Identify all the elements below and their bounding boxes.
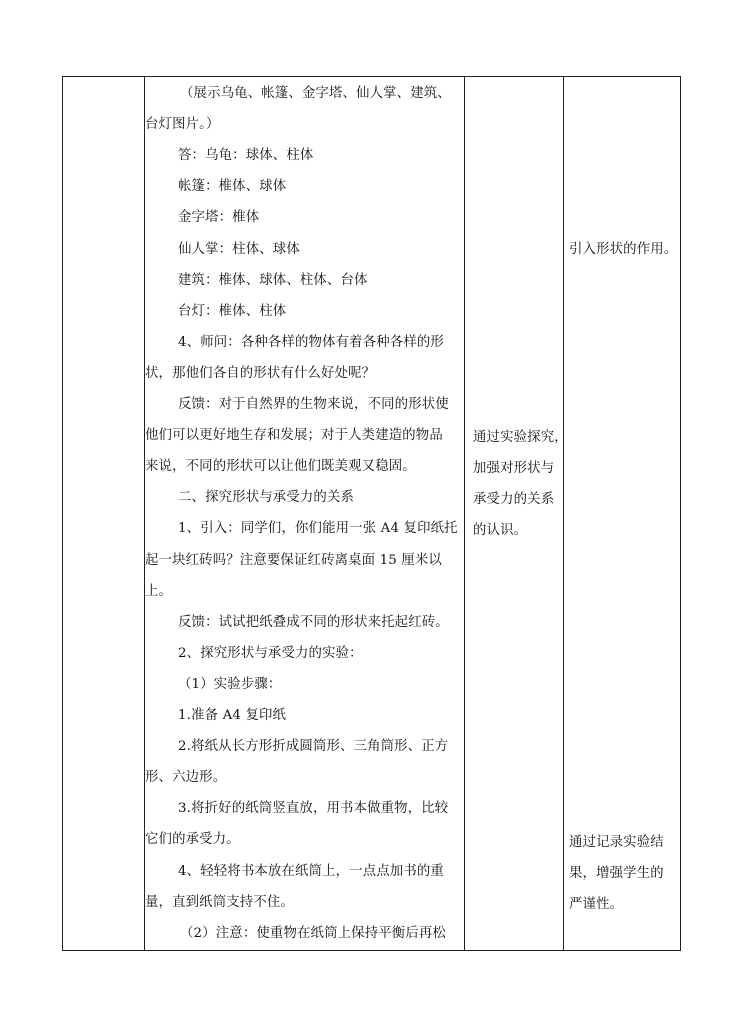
note-text-line: 加强对形状与 [473, 461, 555, 476]
body-text-line: 2.将纸从长方形折成圆筒形、三角筒形、正方 [178, 739, 449, 755]
note-text-line: 严谨性。 [569, 897, 624, 912]
note-text-line: 引入形状的作用。 [569, 242, 678, 257]
body-text-line: 2、探究形状与承受力的实验： [178, 645, 363, 661]
column-divider [144, 77, 145, 950]
column-divider [563, 77, 564, 950]
body-text-line: 量，直到纸筒支持不住。 [145, 894, 294, 910]
note-text-line: 承受力的关系 [473, 492, 555, 507]
body-text-line: 上。 [145, 583, 173, 599]
body-text-line: 状，那他们各自的形状有什么好处呢？ [145, 365, 376, 381]
body-text-line: 4、轻轻将书本放在纸筒上，一点点加书的重 [178, 863, 444, 879]
body-text-line: 他们可以更好地生存和发展；对于人类建造的物品 [145, 428, 443, 444]
body-text-line: 1.准备 A4 复印纸 [178, 708, 287, 723]
body-text-line: 金字塔：椎体 [178, 210, 260, 226]
body-text-line: （展示乌龟、帐篷、金字塔、仙人掌、建筑、 [180, 86, 451, 101]
lesson-plan-table [62, 76, 681, 951]
body-text-line: 形、六边形。 [145, 770, 227, 786]
body-text-line: 反馈：试试把纸叠成不同的形状来托起红砖。 [178, 614, 449, 630]
note-text-line: 通过实验探究， [473, 430, 568, 445]
body-text-line: 答：乌龟：球体、柱体 [178, 148, 314, 164]
note-text-line: 的认识。 [473, 523, 528, 538]
body-text-line: 仙人掌：柱体、球体 [178, 241, 300, 257]
body-text-line: （2）注意：使重物在纸筒上保持平衡后再松 [180, 925, 446, 941]
body-text-line: 4、师问：各种各样的物体有着各种各样的形 [178, 334, 444, 350]
note-text-line: 通过记录实验结 [569, 835, 664, 850]
body-text-line: 反馈：对于自然界的生物来说，不同的形状使 [178, 397, 449, 412]
body-text-line: 帐篷：椎体、球体 [178, 179, 287, 195]
body-text-line: 起一块红砖吗？注意要保证红砖离桌面 15 厘米以 [145, 552, 442, 568]
body-text-line: 台灯：椎体、柱体 [178, 303, 287, 319]
body-text-line: 二、探究形状与承受力的关系 [178, 490, 355, 506]
body-text-line: 1、引入：同学们，你们能用一张 A4 复印纸托 [178, 521, 458, 537]
body-text-line: 3.将折好的纸筒竖直放，用书本做重物，比较 [178, 801, 449, 817]
body-text-line: （1）实验步骤： [178, 676, 282, 692]
column-divider [464, 77, 465, 950]
note-text-line: 果，增强学生的 [569, 866, 664, 881]
body-text-line: 它们的承受力。 [145, 832, 240, 848]
body-text-line: 建筑：椎体、球体、柱体、台体 [178, 272, 368, 288]
body-text-line: 来说，不同的形状可以让他们既美观又稳固。 [145, 459, 416, 475]
body-text-line: 台灯图片。） [145, 117, 220, 133]
